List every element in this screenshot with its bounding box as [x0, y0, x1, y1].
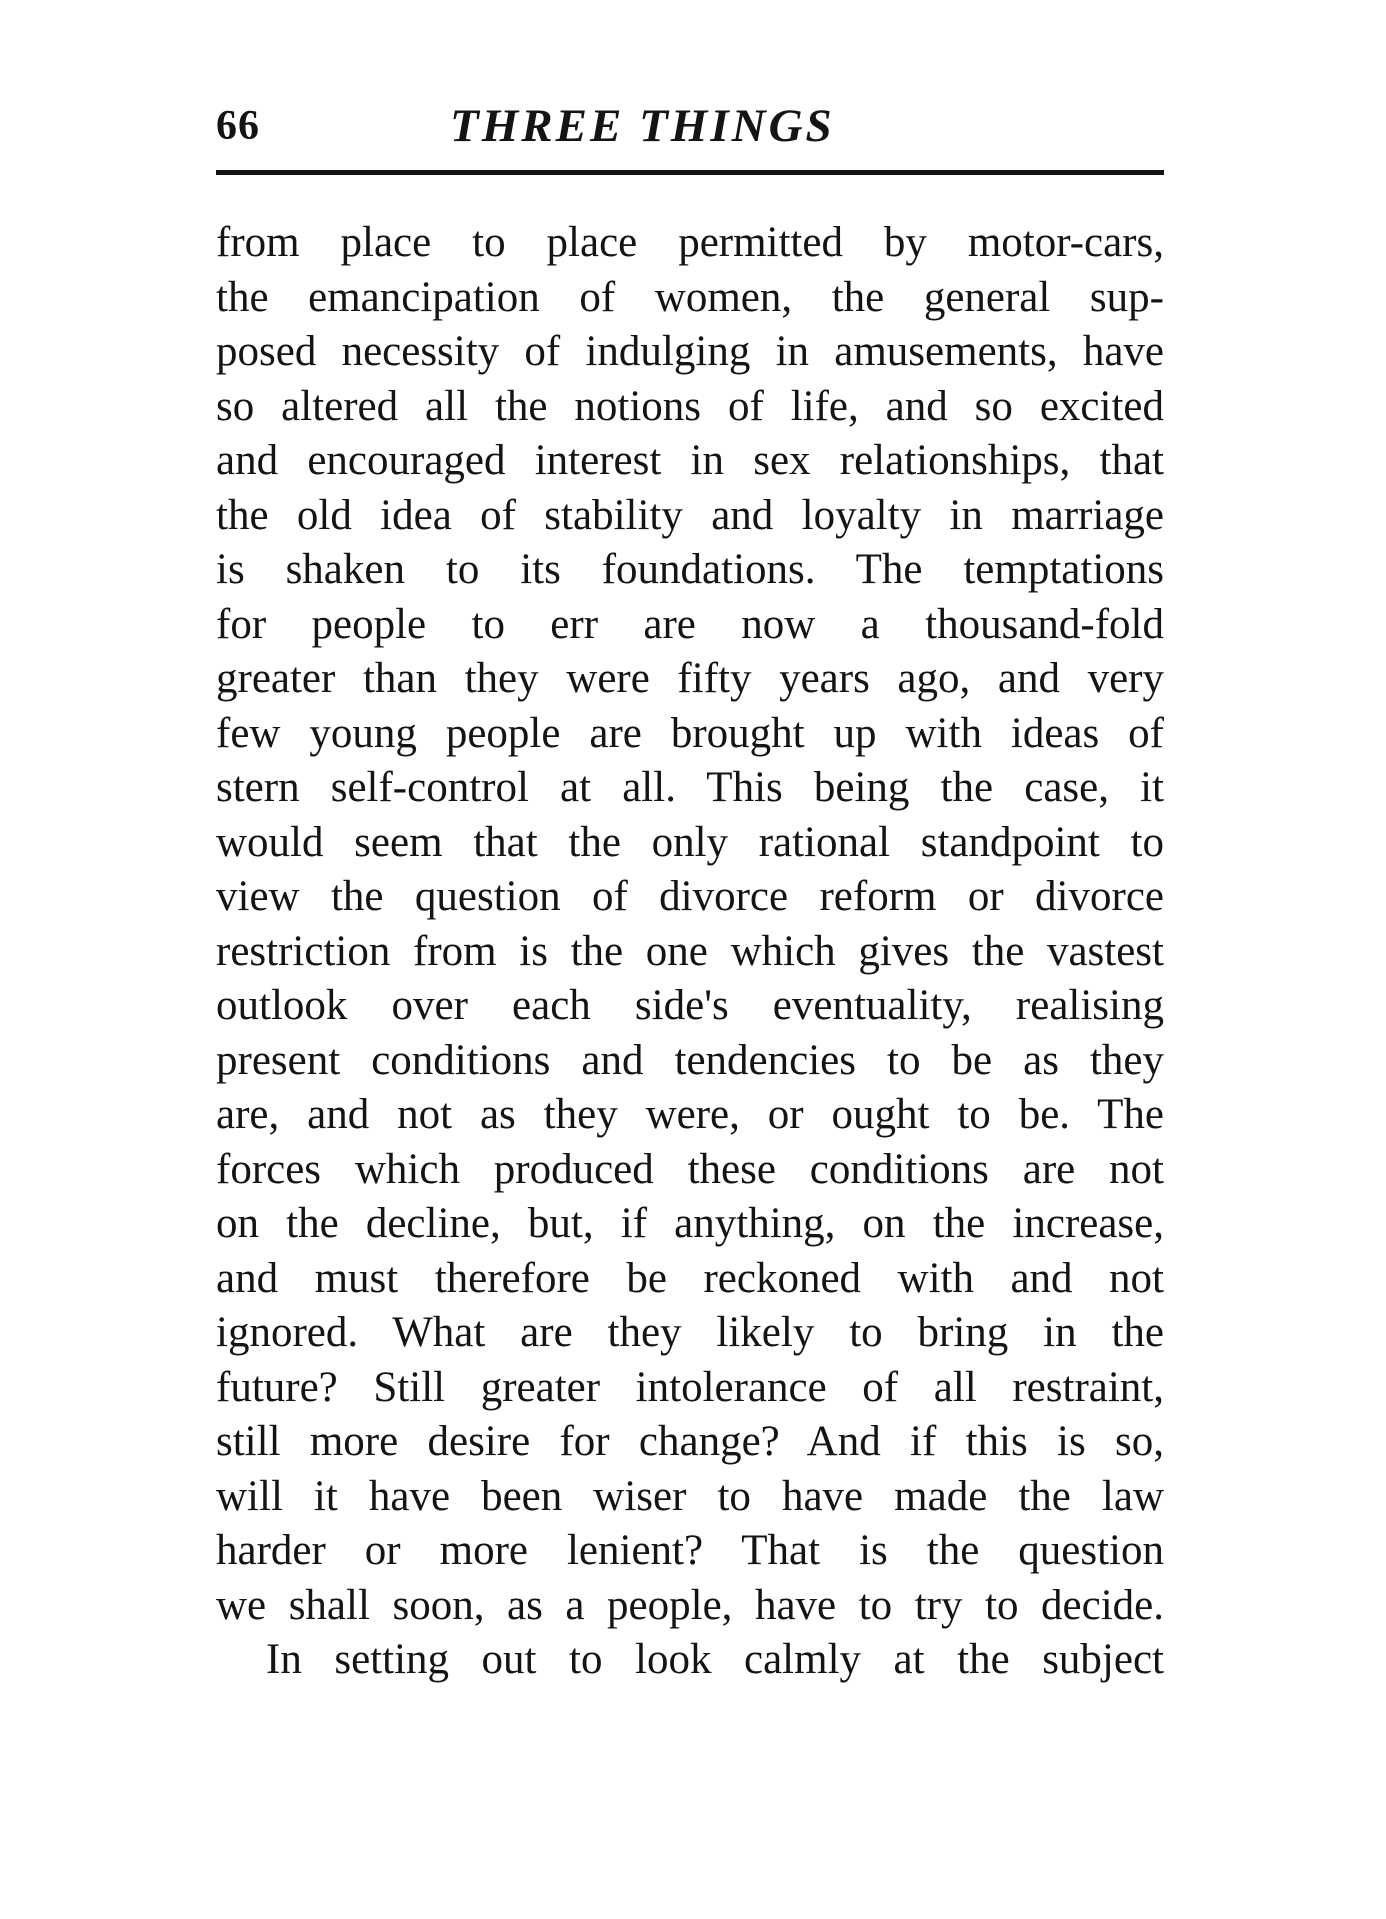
text-line: few young people are brought up with ideas of: [216, 709, 1164, 757]
text-line: view the question of divorce reform or divorce: [216, 873, 1164, 920]
text-line: future? Still greater intolerance of all restraint,: [216, 1363, 1164, 1411]
text-line: and must therefore be reckoned with and not: [216, 1254, 1164, 1302]
text-line: still more desire for change? And if this is so,: [216, 1418, 1164, 1465]
text-line: and encouraged interest in sex relationships, that: [216, 437, 1164, 484]
text-line: the old idea of stability and loyalty in marriage: [216, 491, 1164, 539]
text-line: greater than they were fifty years ago, and very: [216, 655, 1164, 702]
text-line: posed necessity of indulging in amusements, have: [216, 328, 1164, 375]
text-line: for people to err are now a thousand-fold: [216, 600, 1164, 648]
text-line: ignored. What are they likely to bring in the: [216, 1309, 1164, 1356]
text-line: will it have been wiser to have made the law: [216, 1472, 1164, 1520]
text-line: outlook over each side's eventuality, realising: [216, 982, 1164, 1029]
text-line: are, and not as they were, or ought to be. The: [216, 1091, 1164, 1138]
text-line: would seem that the only rational standpoint to: [216, 818, 1164, 866]
text-line: the emancipation of women, the general sup-: [216, 273, 1164, 321]
text-line: we shall soon, as a people, have to try to decide.: [216, 1581, 1164, 1629]
text-line: forces which produced these conditions are not: [216, 1145, 1164, 1193]
header-rule: [216, 170, 1164, 175]
body-text: [216, 216, 1164, 1688]
page-header: [216, 96, 1164, 174]
text-line: stern self-control at all. This being the case, it: [216, 764, 1164, 811]
text-line: present conditions and tendencies to be as they: [216, 1036, 1164, 1084]
text-line: so altered all the notions of life, and so excited: [216, 382, 1164, 430]
page-number: 66: [216, 103, 260, 149]
text-line: is shaken to its foundations. The temptations: [216, 546, 1164, 593]
text-line: harder or more lenient? That is the question: [216, 1527, 1164, 1574]
paragraph-first-line: In setting out to look calmly at the subject: [266, 1636, 1164, 1683]
running-title: THREE THINGS: [450, 100, 835, 152]
text-line: from place to place permitted by motor-cars,: [216, 219, 1164, 266]
text-line: on the decline, but, if anything, on the increase,: [216, 1200, 1164, 1247]
text-line: restriction from is the one which gives the vastest: [216, 927, 1164, 975]
